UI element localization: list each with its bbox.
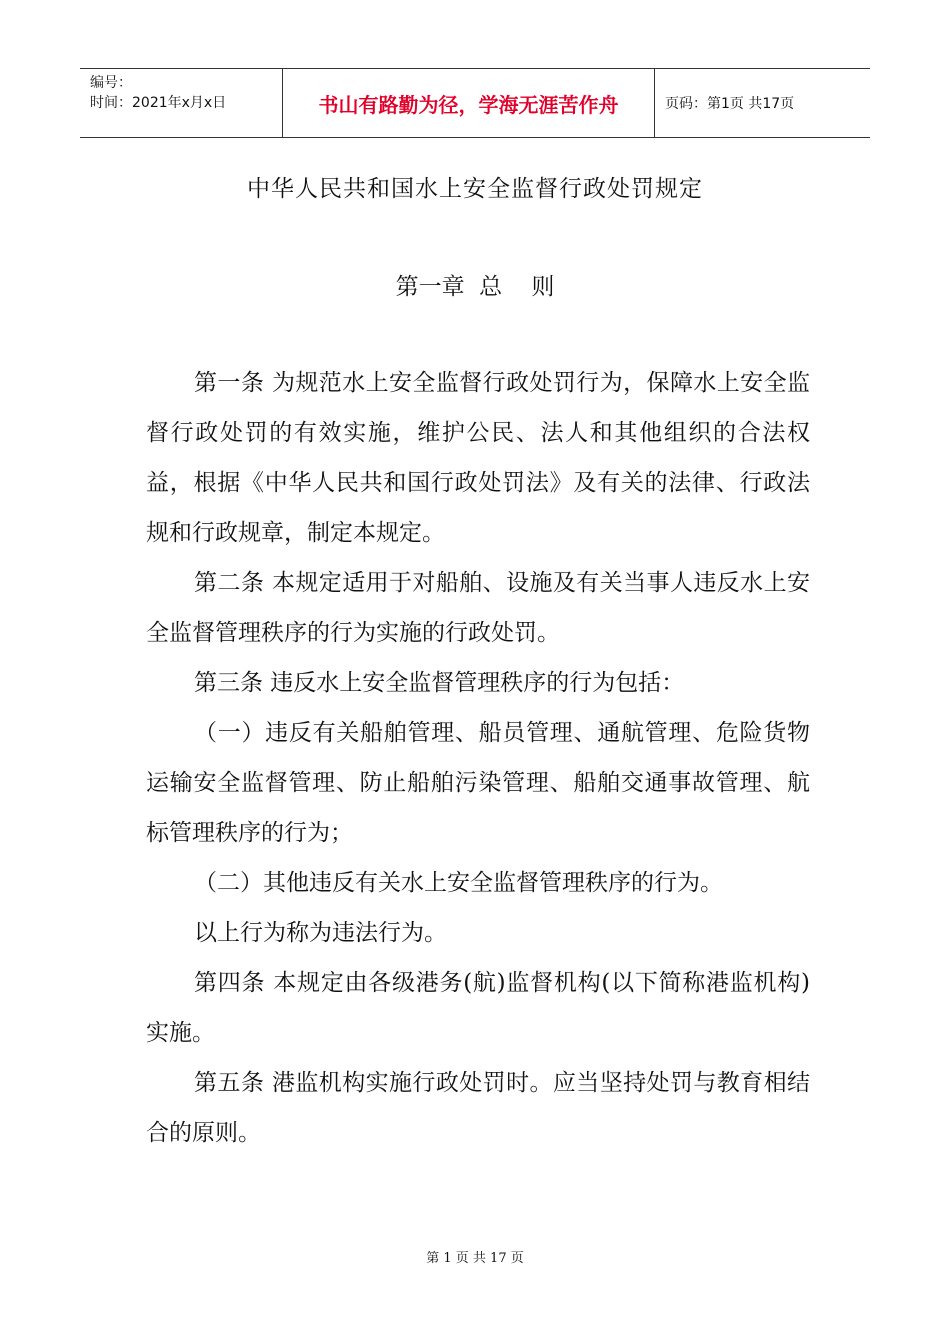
violation-definition: 以上行为称为违法行为。: [194, 920, 447, 946]
header-motto: 书山有路勤为径，学海无涯苦作舟: [282, 69, 655, 137]
header-meta: [80, 69, 282, 137]
time-label: 时间：2021年x月x日: [90, 95, 227, 111]
article-5: 第五条 港监机构实施行政处罚时。应当坚持处罚与教育相结合的原则。: [146, 1070, 810, 1146]
header-page-info: 页码：第1页 共17页: [665, 96, 795, 112]
article-3-item-2: （二）其他违反有关水上安全监督管理秩序的行为。: [194, 870, 723, 896]
number-label: 编号：: [90, 75, 132, 91]
page-footer: 第 1 页 共 17 页: [426, 1251, 524, 1266]
document-title: 中华人民共和国水上安全监督行政处罚规定: [247, 176, 703, 202]
article-1: 第一条 为规范水上安全监督行政处罚行为，保障水上安全监督行政处罚的有效实施，维护公民、法人和其他组织的合法权益，根据《中华人民共和国行政处罚法》及有关的法律、行政法规和行政规章，制定本规定。: [146, 370, 810, 546]
article-3-item-1: （一）违反有关船舶管理、船员管理、通航管理、危险货物运输安全监督管理、防止船舶污染管理、船舶交通事故管理、航标管理秩序的行为；: [146, 720, 810, 846]
article-2: 第二条 本规定适用于对船舶、设施及有关当事人违反水上安全监督管理秩序的行为实施的行政处罚。: [146, 570, 810, 646]
chapter-heading: 第一章 总 则: [395, 274, 555, 300]
document-header: [80, 68, 870, 138]
article-4: 第四条 本规定由各级港务(航)监督机构(以下简称港监机构)实施。: [146, 970, 810, 1046]
article-3: 第三条 违反水上安全监督管理秩序的行为包括：: [194, 670, 685, 696]
